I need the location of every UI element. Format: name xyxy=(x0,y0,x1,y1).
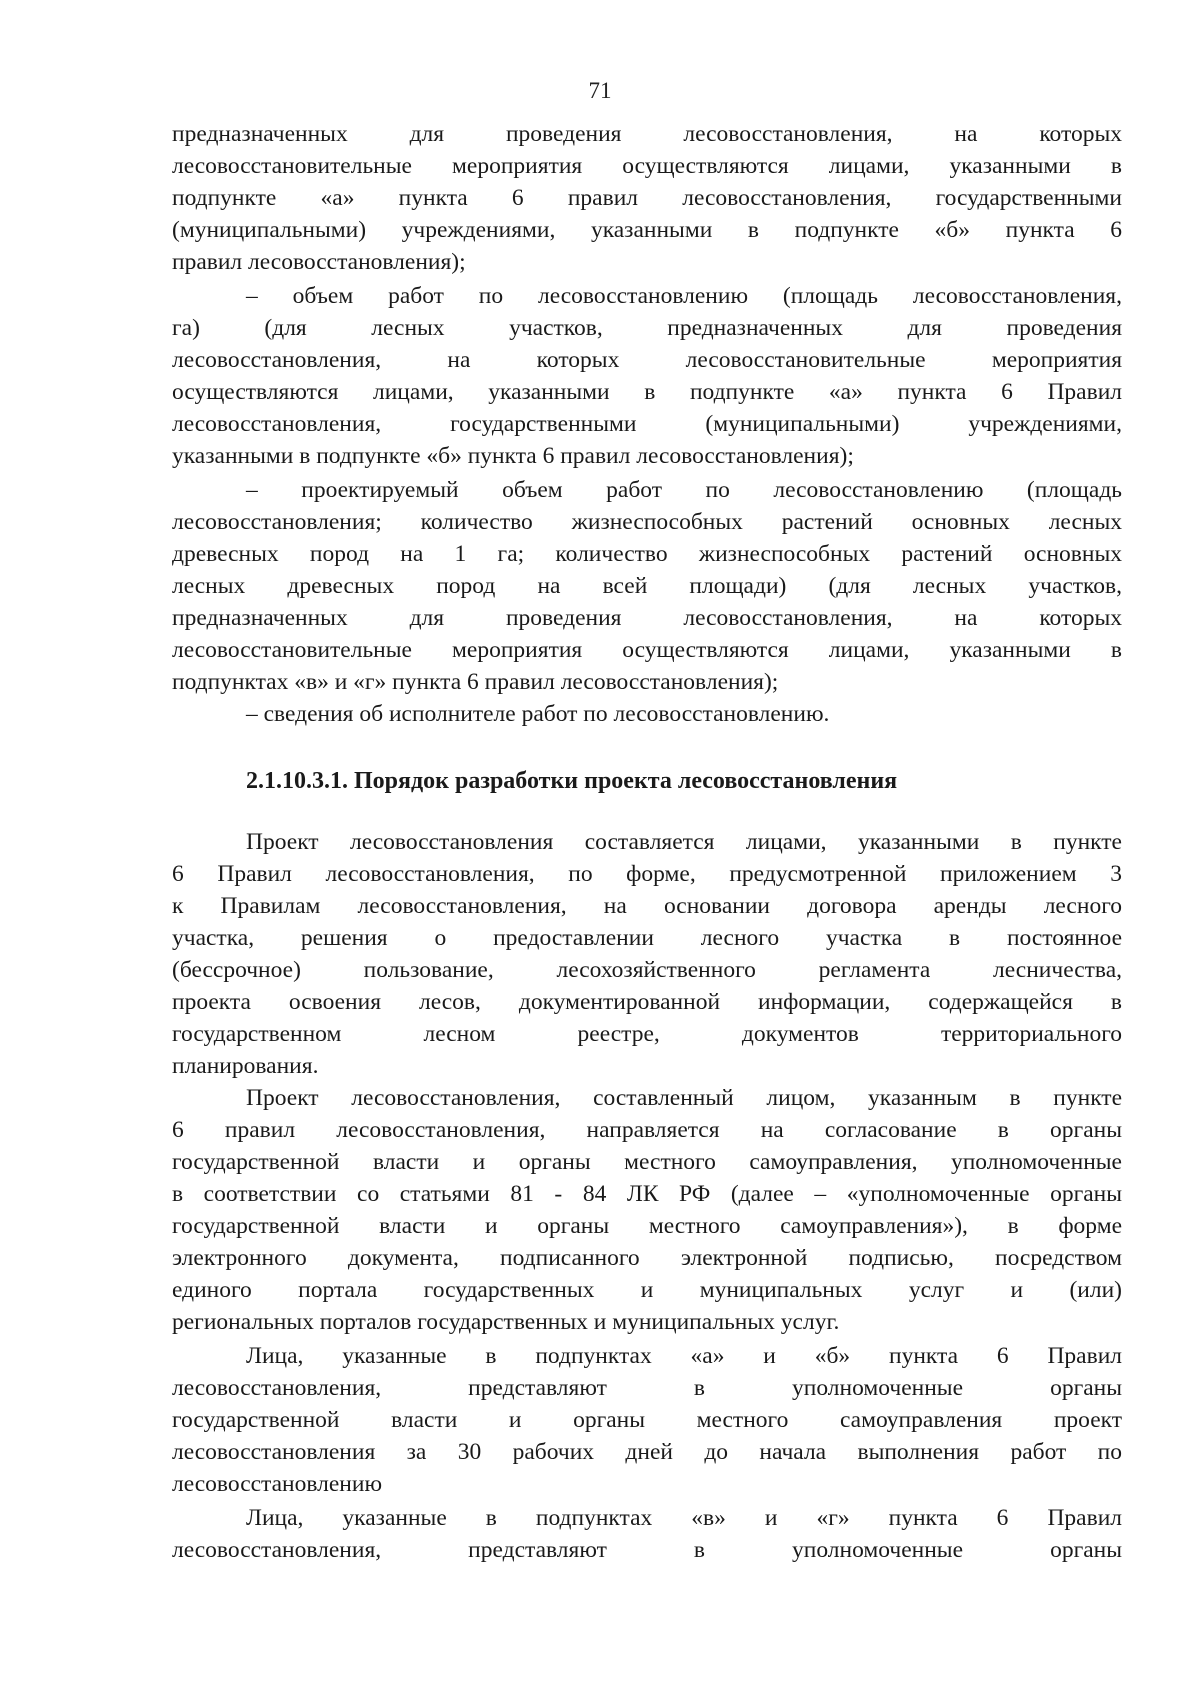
text-line: планирования. xyxy=(172,1053,319,1079)
text-line: Лица, указанные в подпунктах «в» и «г» пункта 6 Правил xyxy=(246,1505,1122,1531)
text-line: лесовосстановления, представляют в уполномоченные органы xyxy=(172,1375,1122,1401)
text-line: предназначенных для проведения лесовосстановления, на которых xyxy=(172,605,1122,631)
text-line: (бессрочное) пользование, лесохозяйственного регламента лесничества, xyxy=(172,957,1122,983)
text-line: лесовосстановления, на которых лесовосстановительные мероприятия xyxy=(172,347,1122,373)
text-line: государственной власти и органы местного самоуправления проект xyxy=(172,1407,1122,1433)
text-line: Проект лесовосстановления, составленный лицом, указанным в пункте xyxy=(246,1085,1122,1111)
text-line: подпункте «а» пункта 6 правил лесовосстановления, государственными xyxy=(172,185,1122,211)
text-line: – объем работ по лесовосстановлению (площадь лесовосстановления, xyxy=(246,283,1122,309)
text-line: 6 правил лесовосстановления, направляется на согласование в органы xyxy=(172,1117,1122,1143)
text-line: (муниципальными) учреждениями, указанными в подпункте «б» пункта 6 xyxy=(172,217,1122,243)
text-line: подпунктах «в» и «г» пункта 6 правил лесовосстановления); xyxy=(172,669,779,695)
text-line: единого портала государственных и муниципальных услуг и (или) xyxy=(172,1277,1122,1303)
text-line: лесовосстановления за 30 рабочих дней до начала выполнения работ по xyxy=(172,1439,1122,1465)
text-line: предназначенных для проведения лесовосстановления, на которых xyxy=(172,121,1122,147)
text-line: лесовосстановления, государственными (муниципальными) учреждениями, xyxy=(172,411,1122,437)
text-line: – проектируемый объем работ по лесовосстановлению (площадь xyxy=(246,477,1122,503)
text-line: проекта освоения лесов, документированной информации, содержащейся в xyxy=(172,989,1122,1015)
text-line: лесовосстановления, представляют в уполномоченные органы xyxy=(172,1537,1122,1563)
text-line: га) (для лесных участков, предназначенных для проведения xyxy=(172,315,1122,341)
text-line: древесных пород на 1 га; количество жизнеспособных растений основных xyxy=(172,541,1122,567)
text-line: указанными в подпункте «б» пункта 6 правил лесовосстановления); xyxy=(172,443,854,469)
text-line: осуществляются лицами, указанными в подпункте «а» пункта 6 Правил xyxy=(172,379,1122,405)
text-line: Проект лесовосстановления составляется лицами, указанными в пункте xyxy=(246,829,1122,855)
text-line: Лица, указанные в подпунктах «а» и «б» пункта 6 Правил xyxy=(246,1343,1122,1369)
text-line: лесовосстановительные мероприятия осуществляются лицами, указанными в xyxy=(172,153,1122,179)
text-line: правил лесовосстановления); xyxy=(172,249,466,275)
text-line: региональных порталов государственных и муниципальных услуг. xyxy=(172,1309,840,1335)
text-line: лесных древесных пород на всей площади) (для лесных участков, xyxy=(172,573,1122,599)
text-line: к Правилам лесовосстановления, на основании договора аренды лесного xyxy=(172,893,1122,919)
text-line: лесовосстановительные мероприятия осуществляются лицами, указанными в xyxy=(172,637,1122,663)
text-line: лесовосстановления; количество жизнеспособных растений основных лесных xyxy=(172,509,1122,535)
text-line: лесовосстановлению xyxy=(172,1471,383,1497)
section-heading: 2.1.10.3.1. Порядок разработки проекта лесовосстановления xyxy=(246,768,898,794)
text-line: государственной власти и органы местного самоуправления, уполномоченные xyxy=(172,1149,1122,1175)
text-line: в соответствии со статьями 81 - 84 ЛК РФ (далее – «уполномоченные органы xyxy=(172,1181,1122,1207)
text-line: – сведения об исполнителе работ по лесовосстановлению. xyxy=(246,701,830,727)
text-line: 6 Правил лесовосстановления, по форме, предусмотренной приложением 3 xyxy=(172,861,1122,887)
text-line: государственном лесном реестре, документов территориального xyxy=(172,1021,1122,1047)
text-line: государственной власти и органы местного самоуправления»), в форме xyxy=(172,1213,1122,1239)
page-number: 71 xyxy=(588,78,612,103)
text-line: электронного документа, подписанного электронной подписью, посредством xyxy=(172,1245,1122,1271)
text-line: участка, решения о предоставлении лесного участка в постоянное xyxy=(172,925,1122,951)
